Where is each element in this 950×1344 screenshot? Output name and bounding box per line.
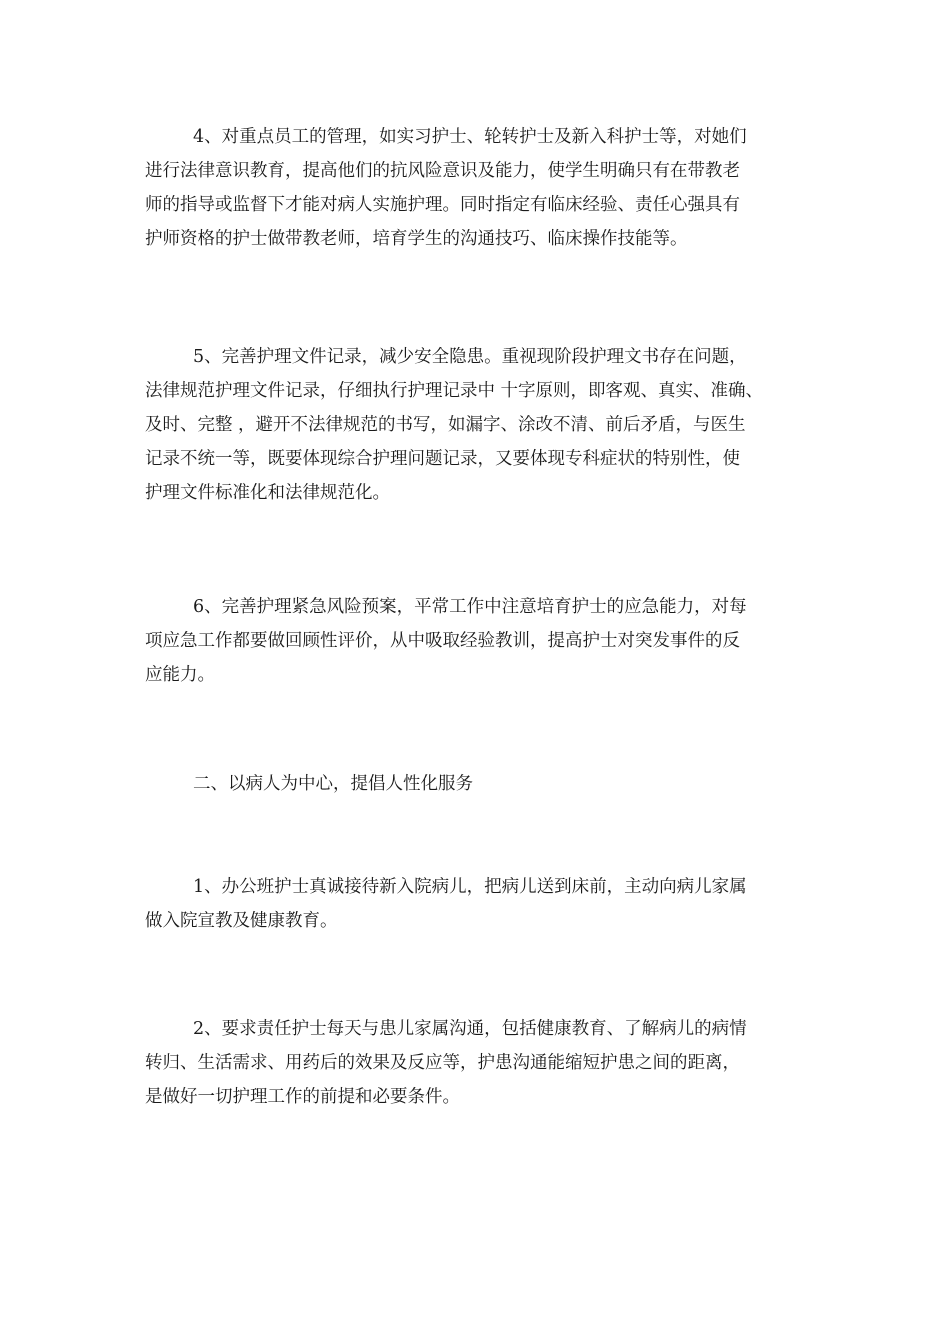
paragraph-key-staff-management: [145, 120, 825, 256]
paragraph-line: 是做好一切护理工作的前提和必要条件。: [145, 1087, 460, 1107]
section-heading: 二、以病人为中心，提倡人性化服务: [193, 774, 473, 794]
paragraph-line: 护理文件标准化和法律规范化。: [145, 483, 390, 503]
paragraph-line: 及时、完整 ，避开不法律规范的书写，如漏字、涂改不清、前后矛盾，与医生: [145, 415, 746, 435]
paragraph-line: 5、完善护理文件记录，减少安全隐患。重视现阶段护理文书存在问题，: [193, 347, 747, 367]
paragraph-nursing-records: [145, 340, 825, 510]
paragraph-line: 项应急工作都要做回顾性评价，从中吸取经验教训，提高护士对突发事件的反: [145, 631, 740, 651]
paragraph-emergency-plan: [145, 590, 825, 692]
paragraph-line: 4、对重点员工的管理，如实习护士、轮转护士及新入科护士等，对她们: [193, 127, 747, 147]
paragraph-line: 进行法律意识教育，提高他们的抗风险意识及能力，使学生明确只有在带教老: [145, 161, 740, 181]
paragraph-line: 转归、生活需求、用药后的效果及反应等，护患沟通能缩短护患之间的距离，: [145, 1053, 740, 1073]
paragraph-line: 2、要求责任护士每天与患儿家属沟通，包括健康教育、了解病儿的病情: [193, 1019, 747, 1039]
paragraph-line: 1、办公班护士真诚接待新入院病儿，把病儿送到床前，主动向病儿家属: [193, 877, 747, 897]
section-heading-patient-centered: [145, 767, 825, 801]
paragraph-line: 师的指导或监督下才能对病人实施护理。同时指定有临床经验、责任心强具有: [145, 195, 740, 215]
paragraph-line: 做入院宣教及健康教育。: [145, 911, 338, 931]
paragraph-line: 记录不统一等，既要体现综合护理问题记录，又要体现专科症状的特别性，使: [145, 449, 740, 469]
paragraph-admission-reception: [145, 870, 825, 938]
paragraph-line: 6、完善护理紧急风险预案，平常工作中注意培育护士的应急能力，对每: [193, 597, 747, 617]
paragraph-line: 法律规范护理文件记录，仔细执行护理记录中 十字原则，即客观、真实、准确、: [145, 381, 764, 401]
paragraph-family-communication: [145, 1012, 825, 1114]
paragraph-line: 应能力。: [145, 665, 215, 685]
paragraph-line: 护师资格的护士做带教老师，培育学生的沟通技巧、临床操作技能等。: [145, 229, 688, 249]
